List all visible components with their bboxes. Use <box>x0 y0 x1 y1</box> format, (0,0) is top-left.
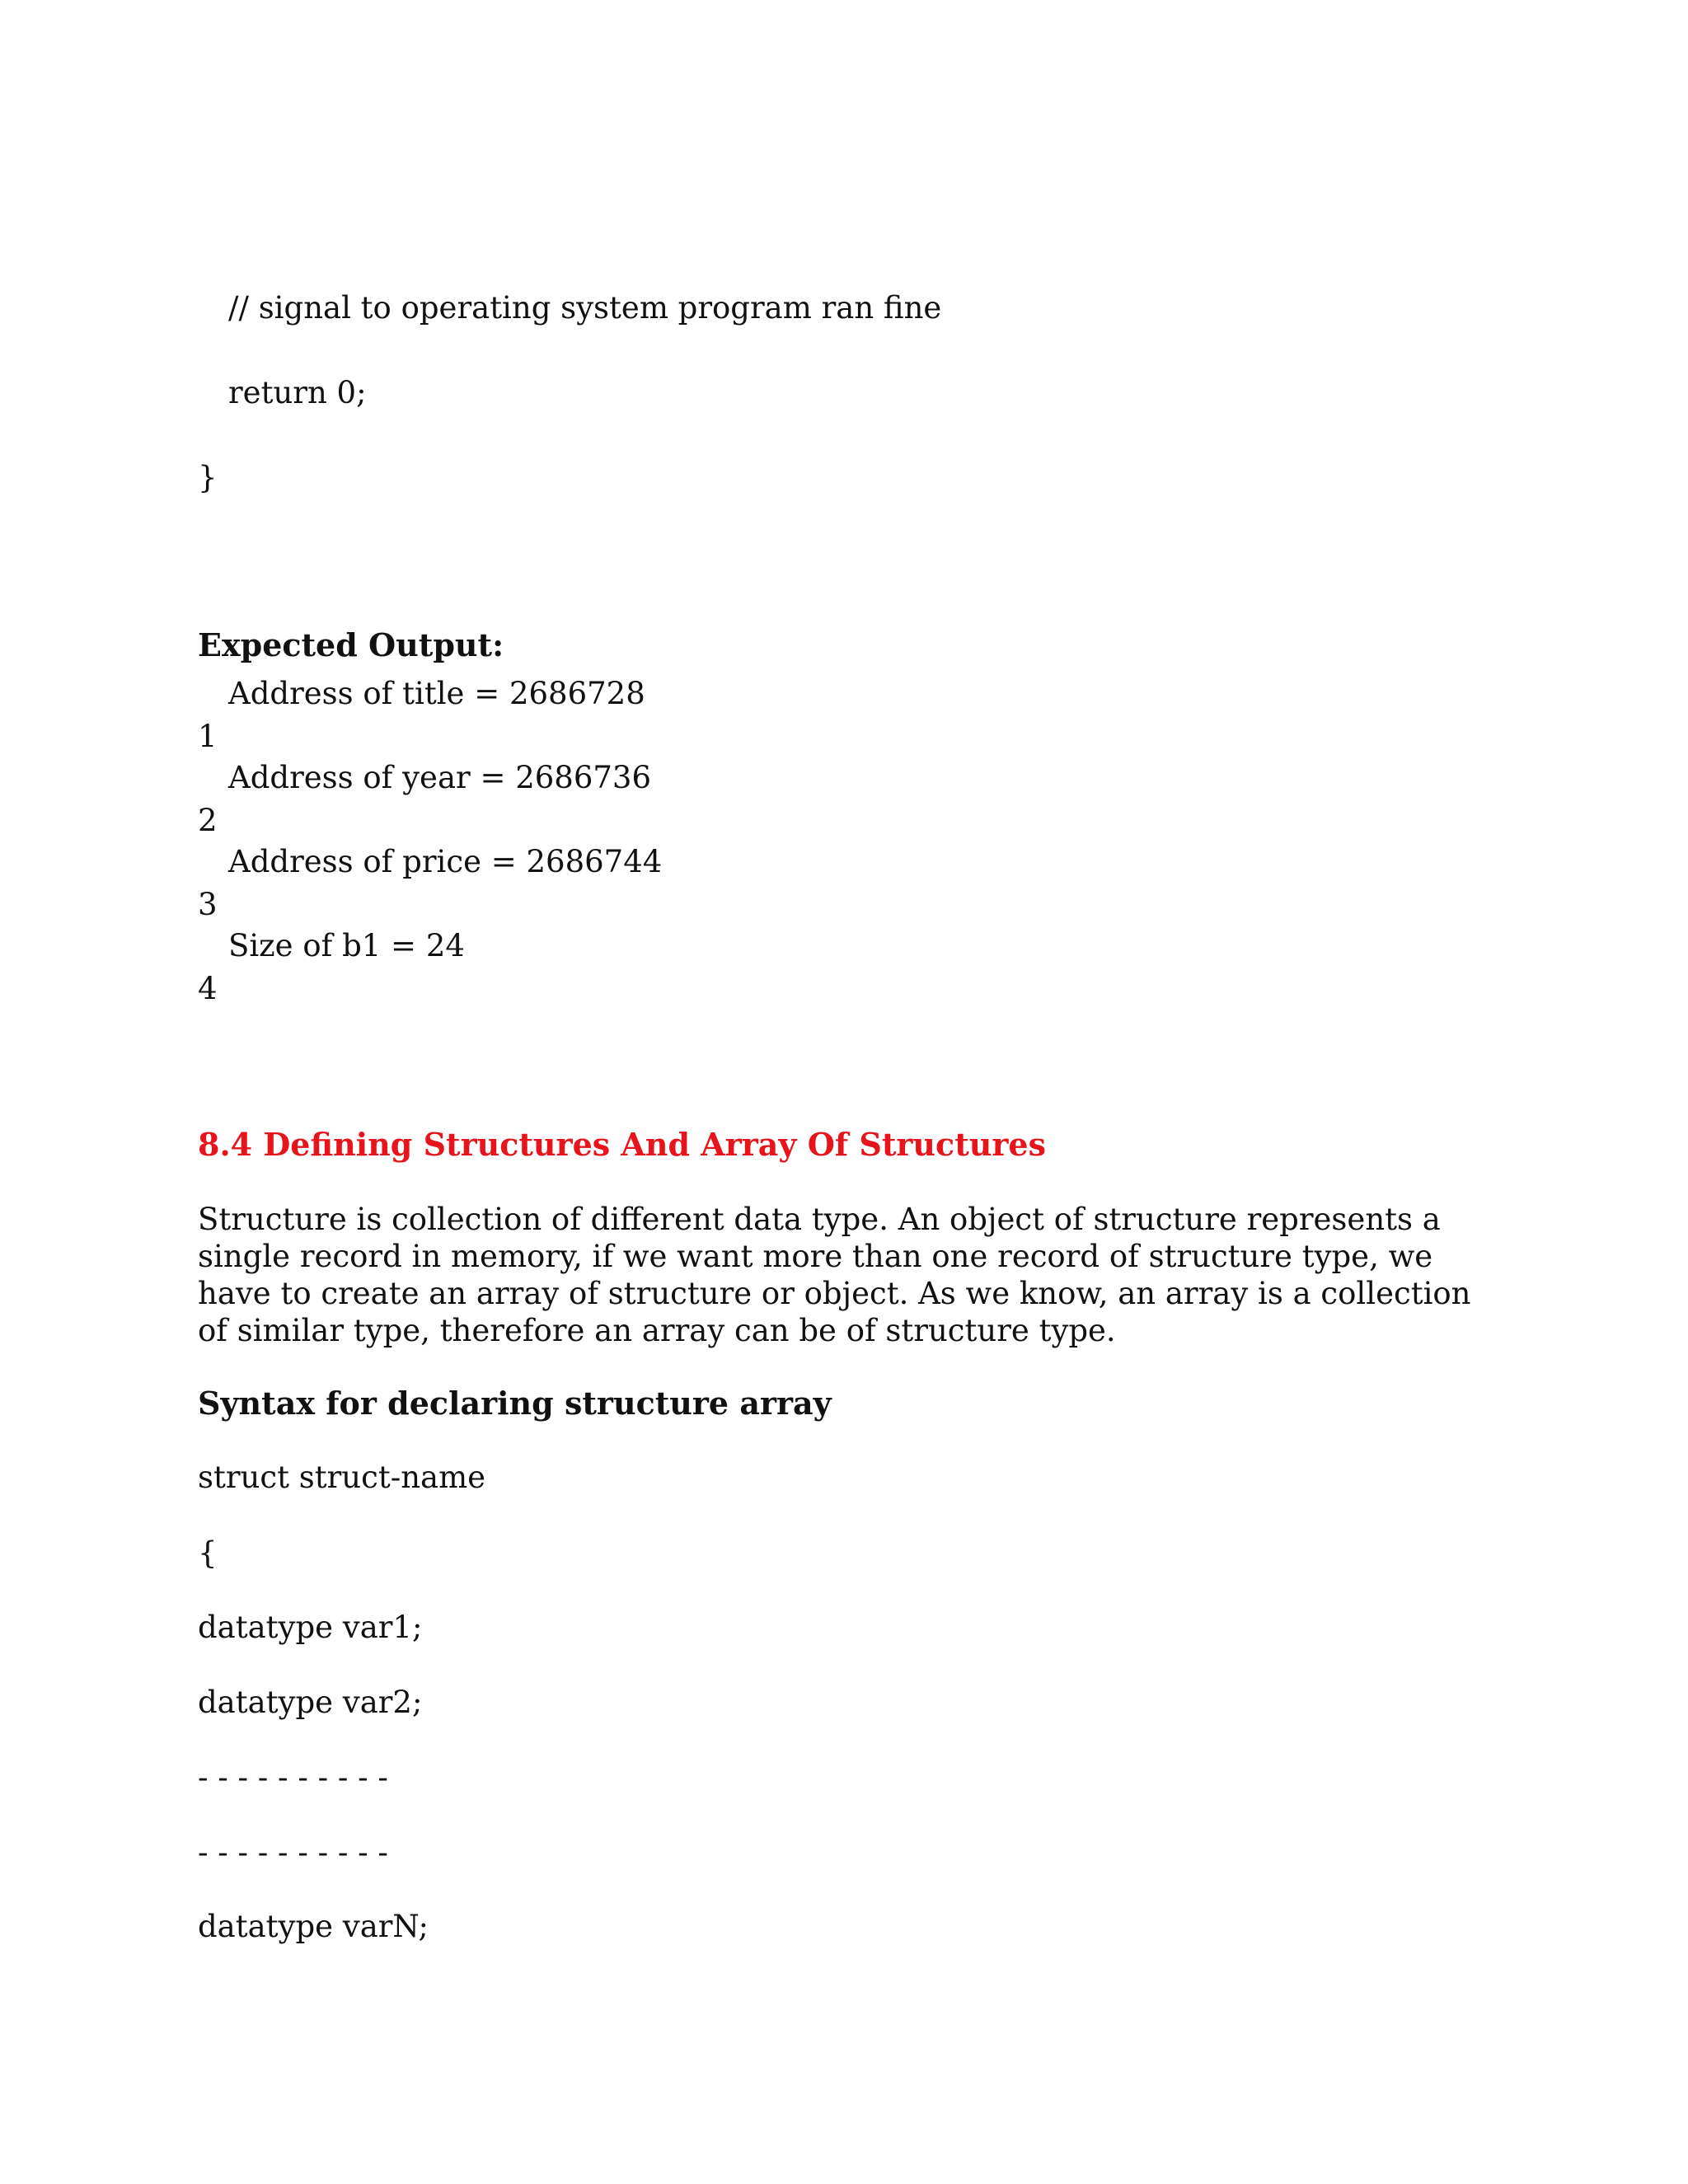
syntax-heading: Syntax for declaring structure array <box>198 1385 832 1422</box>
syntax-struct-line: struct struct-name <box>198 1460 486 1495</box>
output-line-year: Address of year = 2686736 <box>228 760 651 795</box>
section-title: 8.4 Defining Structures And Array Of Structures <box>198 1126 1046 1163</box>
code-comment: // signal to operating system program ran fine <box>228 290 942 326</box>
section-paragraph: Structure is collection of different data type. An object of structure represents a single record in memory, if we want more than one record of structure type, we have to create an array of structure or object. As we know, an array is a collection of similar type, therefore an array can be of structure type. <box>198 1202 1471 1348</box>
syntax-var2-line: datatype var2; <box>198 1685 423 1720</box>
syntax-open-brace: { <box>198 1535 218 1571</box>
output-line-number-1: 1 <box>198 719 218 754</box>
output-line-number-3: 3 <box>198 887 218 922</box>
output-line-title: Address of title = 2686728 <box>228 676 645 711</box>
output-line-size: Size of b1 = 24 <box>228 928 465 963</box>
expected-output-heading: Expected Output: <box>198 626 504 663</box>
code-return-statement: return 0; <box>228 375 367 410</box>
output-line-price: Address of price = 2686744 <box>228 844 663 879</box>
output-line-number-2: 2 <box>198 803 218 838</box>
syntax-dash-line-1: - - - - - - - - - - <box>198 1760 388 1795</box>
output-line-number-4: 4 <box>198 971 218 1006</box>
syntax-dash-line-2: - - - - - - - - - - <box>198 1835 388 1870</box>
syntax-varN-line: datatype varN; <box>198 1909 429 1944</box>
code-closing-brace: } <box>198 460 218 495</box>
syntax-var1-line: datatype var1; <box>198 1610 423 1645</box>
